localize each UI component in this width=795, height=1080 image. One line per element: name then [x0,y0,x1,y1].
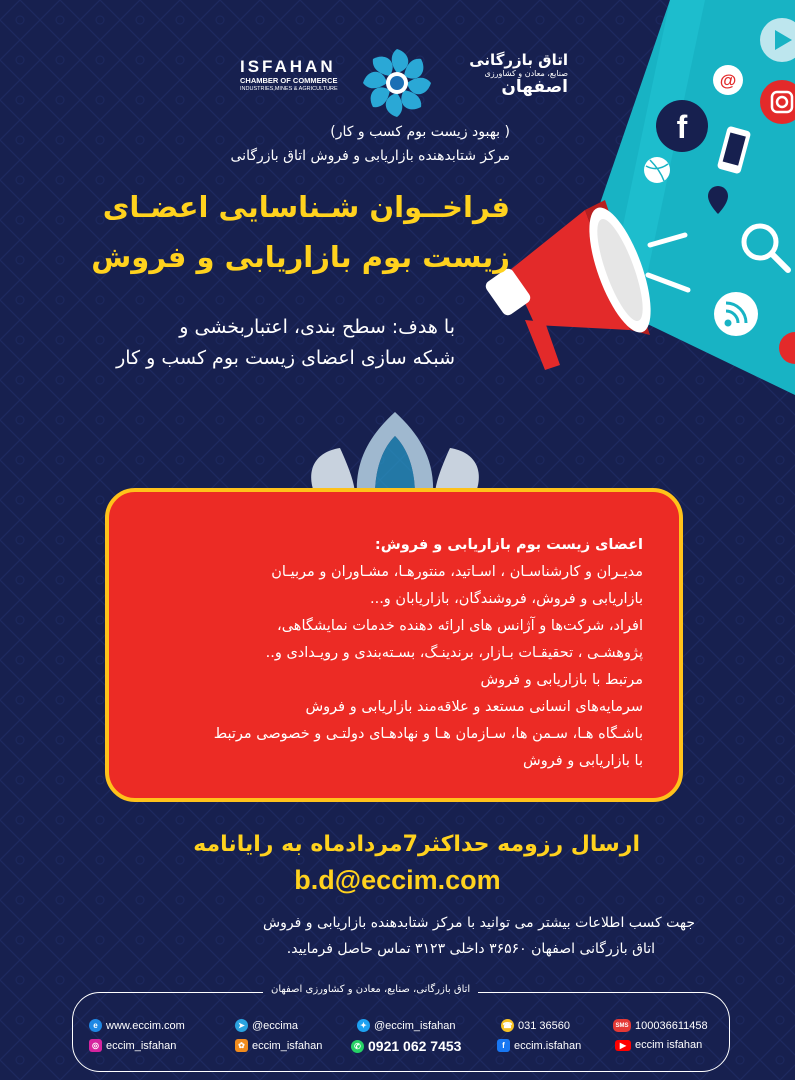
teal-beam [595,0,795,395]
members-line: با بازاریابی و فروش [523,753,643,769]
facebook-icon [656,100,708,152]
facebook-icon-label: f [676,109,688,145]
logo-en-title: ISFAHAN [240,57,336,76]
phone-link[interactable] [501,1019,570,1032]
logo-en-line1: CHAMBER OF COMMERCE [240,76,338,85]
instagram-icon: ◎ [89,1039,102,1052]
headline-line-2: زیست بوم بازاریابی و فروش [91,240,510,274]
website-link[interactable] [89,1019,185,1032]
instagram-link[interactable] [89,1039,176,1052]
at-icon [713,65,743,95]
subtitle-center: مرکز شتابدهنده بازاریابی و فروش اتاق بازرگانی [230,148,510,164]
whatsapp-icon: ✆ [351,1040,364,1053]
eitaa-icon: ✿ [235,1039,248,1052]
headline-line-1: فراخــوان شـناسایی اعضـای [102,190,510,224]
sms-link[interactable] [613,1019,708,1032]
logo-en-line2: INDUSTRIES,MINES & AGRICULTURE [240,85,338,92]
youtube-icon: ▶ [615,1040,631,1051]
members-line: مدیـران و کارشناسـان ، اسـاتید، منتورهـا، مشـاوران و مربیـان [271,564,643,580]
logo-fa-line2: صنایع، معادن و کشاورزی [484,69,568,79]
sms-text: 100036611458 [635,1019,708,1032]
members-line: سرمایه‌های انسانی مستعد و علاقه‌مند بازاریابی و فروش [305,699,643,715]
info-line-2: اتاق بازرگانی اصفهان ۳۶۵۶۰ داخلی ۳۱۲۳ تماس حاصل فرمایید. [286,941,655,957]
footer-contacts [72,984,730,1072]
rss-icon [714,292,758,336]
internet-explorer-icon: e [89,1019,102,1032]
logo-english [240,58,360,92]
facebook-text: eccim.isfahan [514,1039,582,1052]
whatsapp-text: 0921 062 7453 [368,1038,462,1054]
twitter-icon: ✦ [357,1019,370,1032]
footer-label: اتاق بازرگانی، صنایع، معادن و کشاورزی اصفهان [263,984,478,995]
decorative-emblem-icon [295,400,495,495]
twitter-text: @eccim_isfahan [374,1019,456,1032]
whatsapp-link[interactable] [351,1038,461,1054]
sms-icon: SMS [613,1019,631,1032]
instagram-text: eccim_isfahan [106,1039,177,1052]
facebook-link[interactable] [497,1039,581,1052]
youtube-text: eccim isfahan [635,1039,703,1051]
facebook-icon: f [497,1039,510,1052]
logo-persian [438,52,568,98]
contact-email[interactable]: b.d@eccim.com [294,865,501,895]
website-text: www.eccim.com [106,1019,185,1032]
telegram-text: @eccima [252,1019,299,1032]
members-heading: اعضای زیست بوم بازاریابی و فروش: [374,537,643,553]
members-line: باشـگاه هـا، سـمن ها، سـازمان هـا و نهادهـای دولتـی و خصوصی مرتبط [213,726,643,742]
members-line: مرتبط با بازاریابی و فروش [480,672,643,688]
dribbble-icon [644,157,670,183]
phone-icon: ☎ [502,1021,513,1030]
chamber-logo-icon [358,44,436,122]
at-icon-label: @ [719,71,737,90]
telegram-link[interactable] [235,1019,298,1032]
youtube-link[interactable] [615,1039,702,1051]
eitaa-text: eccim_isfahan [252,1039,323,1052]
goal-line-2: شبکه سازی اعضای زیست بوم کسب و کار [116,347,455,369]
members-line: پژوهشـی ، تحقیقـات بـازار، برندینـگ، بسـته‌بندی و رویـدادی و.. [265,645,643,661]
phone-text: 031 36560 [518,1019,570,1032]
eitaa-link[interactable] [235,1039,322,1052]
info-line-1: جهت کسب اطلاعات بیشتر می توانید با مرکز شتابدهنده بازاریابی و فروش [263,915,695,931]
logo-fa-line3: اصفهان [501,77,568,98]
logo-fa-line1: اتاق بازرگانی [469,51,568,69]
twitter-link[interactable] [357,1019,455,1032]
send-resume-text: ارسال رزومه حداکثر7مردادماه به رایانامه [193,832,640,857]
telegram-icon: ➤ [235,1019,248,1032]
members-line: بازاریابی و فروش، فروشندگان، بازاریابان و... [369,591,643,607]
members-line: افراد، شرکت‌ها و آژانس های ارائه دهنده خدمات نمایشگاهی، [277,618,643,634]
goal-line-1: با هدف: سطح بندی، اعتباربخشی و [179,316,455,338]
subtitle-ecosystem: ( بهبود زیست بوم کسب و کار) [330,124,510,140]
members-info-box [105,488,683,802]
